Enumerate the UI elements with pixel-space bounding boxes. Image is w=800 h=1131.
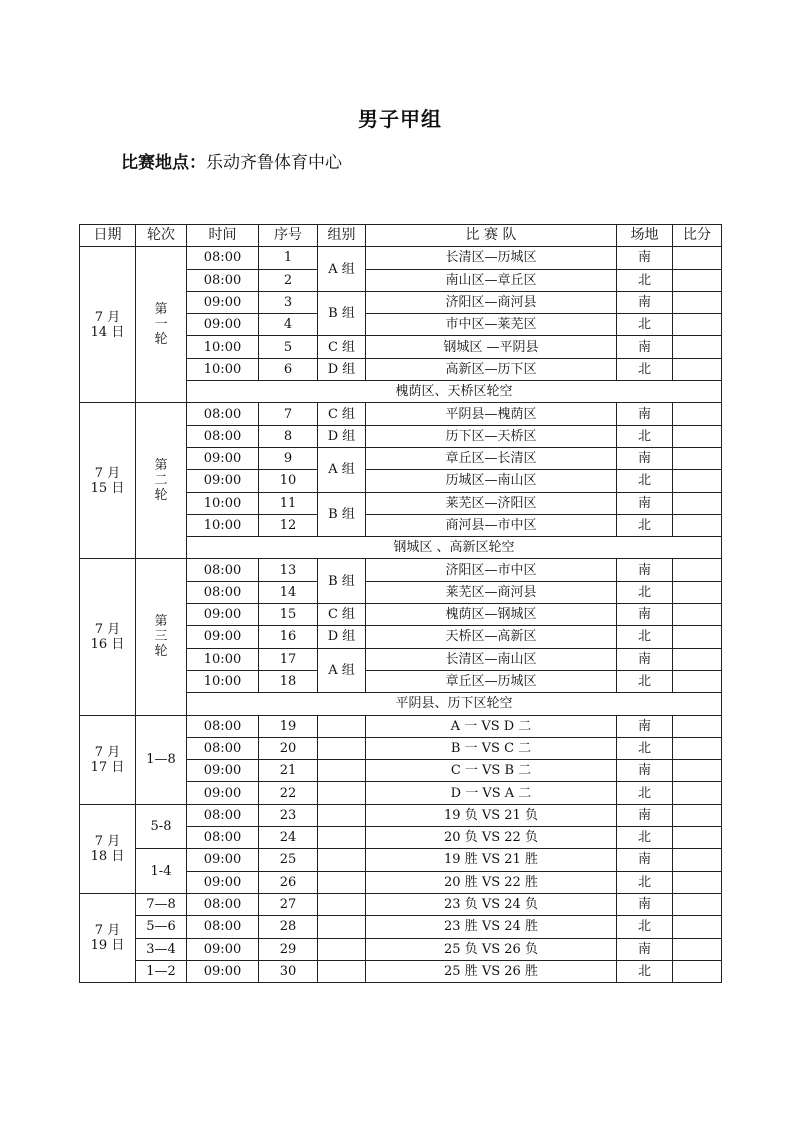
no-cell: 22 [259,782,318,804]
score-cell [673,760,722,782]
time-cell: 10:00 [187,514,259,536]
teams-cell: 市中区—莱芜区 [366,314,617,336]
court-cell: 北 [617,782,673,804]
no-cell: 27 [259,893,318,915]
no-cell: 17 [259,648,318,670]
court-cell: 北 [617,581,673,603]
time-cell: 09:00 [187,782,259,804]
time-cell: 08:00 [187,804,259,826]
no-cell: 30 [259,960,318,982]
header-time: 时间 [187,225,259,247]
time-cell: 09:00 [187,626,259,648]
round-cell: 3—4 [136,938,187,960]
page-title: 男子甲组 [358,107,442,131]
teams-cell: 历下区—天桥区 [366,425,617,447]
court-cell: 南 [617,604,673,626]
teams-cell: 钢城区 —平阴县 [366,336,617,358]
court-cell: 北 [617,358,673,380]
time-cell: 09:00 [187,291,259,313]
teams-cell: 长清区—历城区 [366,247,617,269]
round-cell: 第 二 轮 [136,403,187,559]
table-row [80,916,722,938]
time-cell: 10:00 [187,336,259,358]
time-cell: 08:00 [187,893,259,915]
score-cell [673,737,722,759]
court-cell: 南 [617,559,673,581]
court-cell: 北 [617,514,673,536]
date-cell: 7 月 15 日 [80,403,136,559]
teams-cell: 25 负 VS 26 负 [366,938,617,960]
table-row [80,938,722,960]
round-cell: 1—8 [136,715,187,804]
group-cell [318,960,366,982]
court-cell: 南 [617,938,673,960]
group-cell: D 组 [318,425,366,447]
date-cell: 7 月 18 日 [80,804,136,893]
no-cell: 25 [259,849,318,871]
table-row [80,715,722,737]
round-cell: 1—2 [136,960,187,982]
header-teams: 比 赛 队 [366,225,617,247]
no-cell: 26 [259,871,318,893]
court-cell: 北 [617,871,673,893]
score-cell [673,827,722,849]
no-cell: 16 [259,626,318,648]
round-cell: 1-4 [136,849,187,894]
group-cell: B 组 [318,492,366,537]
time-cell: 09:00 [187,314,259,336]
score-cell [673,960,722,982]
no-cell: 2 [259,269,318,291]
score-cell [673,916,722,938]
no-cell: 5 [259,336,318,358]
score-cell [673,559,722,581]
court-cell: 北 [617,827,673,849]
court-cell: 北 [617,737,673,759]
score-cell [673,291,722,313]
teams-cell: 25 胜 VS 26 胜 [366,960,617,982]
group-cell [318,715,366,737]
teams-cell: D 一 VS A 二 [366,782,617,804]
teams-cell: 天桥区—高新区 [366,626,617,648]
round-cell: 第 一 轮 [136,247,187,403]
date-cell: 7 月 16 日 [80,559,136,715]
teams-cell: 高新区—历下区 [366,358,617,380]
score-cell [673,893,722,915]
header-court: 场地 [617,225,673,247]
group-cell [318,782,366,804]
group-cell [318,938,366,960]
teams-cell: 20 胜 VS 22 胜 [366,871,617,893]
time-cell: 09:00 [187,470,259,492]
venue-label: 比赛地点： [121,153,206,173]
time-cell: 08:00 [187,916,259,938]
round-cell: 5—6 [136,916,187,938]
teams-cell: 南山区—章丘区 [366,269,617,291]
header-group: 组别 [318,225,366,247]
no-cell: 15 [259,604,318,626]
court-cell: 南 [617,715,673,737]
teams-cell: 莱芜区—商河县 [366,581,617,603]
teams-cell: B 一 VS C 二 [366,737,617,759]
no-cell: 12 [259,514,318,536]
court-cell: 南 [617,760,673,782]
court-cell: 北 [617,670,673,692]
venue-value: 乐动齐鲁体育中心 [206,153,342,173]
court-cell: 北 [617,916,673,938]
date-cell: 7 月 19 日 [80,893,136,982]
score-cell [673,849,722,871]
round-cell: 7—8 [136,893,187,915]
group-cell: A 组 [318,447,366,492]
score-cell [673,269,722,291]
date-cell: 7 月 14 日 [80,247,136,403]
court-cell: 北 [617,314,673,336]
group-cell [318,916,366,938]
header-date: 日期 [80,225,136,247]
score-cell [673,604,722,626]
header-score: 比分 [673,225,722,247]
time-cell: 08:00 [187,827,259,849]
table-row [80,849,722,871]
no-cell: 9 [259,447,318,469]
score-cell [673,938,722,960]
table-row [80,804,722,826]
no-cell: 21 [259,760,318,782]
bye-cell: 槐荫区、天桥区轮空 [187,381,722,403]
teams-cell: C 一 VS B 二 [366,760,617,782]
court-cell: 南 [617,403,673,425]
no-cell: 24 [259,827,318,849]
court-cell: 南 [617,492,673,514]
court-cell: 南 [617,291,673,313]
teams-cell: 20 负 VS 22 负 [366,827,617,849]
court-cell: 北 [617,425,673,447]
no-cell: 28 [259,916,318,938]
group-cell [318,737,366,759]
court-cell: 北 [617,470,673,492]
teams-cell: 槐荫区—钢城区 [366,604,617,626]
teams-cell: 长清区—南山区 [366,648,617,670]
score-cell [673,626,722,648]
court-cell: 南 [617,804,673,826]
group-cell [318,871,366,893]
bye-cell: 钢城区 、高新区轮空 [187,537,722,559]
score-cell [673,782,722,804]
time-cell: 09:00 [187,960,259,982]
score-cell [673,314,722,336]
teams-cell: 历城区—南山区 [366,470,617,492]
score-cell [673,247,722,269]
group-cell: D 组 [318,358,366,380]
court-cell: 南 [617,447,673,469]
no-cell: 6 [259,358,318,380]
time-cell: 10:00 [187,648,259,670]
header-row [80,225,722,247]
score-cell [673,358,722,380]
group-cell: B 组 [318,559,366,604]
score-cell [673,492,722,514]
time-cell: 09:00 [187,871,259,893]
time-cell: 10:00 [187,358,259,380]
table-row [80,960,722,982]
no-cell: 11 [259,492,318,514]
score-cell [673,425,722,447]
teams-cell: 章丘区—历城区 [366,670,617,692]
score-cell [673,447,722,469]
group-cell: D 组 [318,626,366,648]
score-cell [673,715,722,737]
court-cell: 南 [617,849,673,871]
teams-cell: 23 胜 VS 24 胜 [366,916,617,938]
no-cell: 19 [259,715,318,737]
group-cell: C 组 [318,336,366,358]
no-cell: 23 [259,804,318,826]
schedule-table [79,224,722,983]
round-cell: 5-8 [136,804,187,849]
score-cell [673,804,722,826]
teams-cell: A 一 VS D 二 [366,715,617,737]
teams-cell: 商河县—市中区 [366,514,617,536]
table-row [80,247,722,269]
no-cell: 10 [259,470,318,492]
no-cell: 13 [259,559,318,581]
score-cell [673,581,722,603]
group-cell [318,804,366,826]
no-cell: 8 [259,425,318,447]
teams-cell: 23 负 VS 24 负 [366,893,617,915]
court-cell: 南 [617,247,673,269]
time-cell: 10:00 [187,670,259,692]
table-row [80,403,722,425]
time-cell: 08:00 [187,581,259,603]
group-cell [318,827,366,849]
score-cell [673,670,722,692]
score-cell [673,470,722,492]
time-cell: 09:00 [187,849,259,871]
teams-cell: 济阳区—商河县 [366,291,617,313]
score-cell [673,514,722,536]
teams-cell: 平阴县—槐荫区 [366,403,617,425]
score-cell [673,648,722,670]
score-cell [673,871,722,893]
teams-cell: 19 负 VS 21 负 [366,804,617,826]
score-cell [673,403,722,425]
header-no: 序号 [259,225,318,247]
time-cell: 08:00 [187,559,259,581]
time-cell: 09:00 [187,447,259,469]
group-cell: B 组 [318,291,366,336]
time-cell: 10:00 [187,492,259,514]
venue-line [121,148,342,173]
group-cell: C 组 [318,403,366,425]
time-cell: 08:00 [187,425,259,447]
group-cell [318,849,366,871]
time-cell: 08:00 [187,247,259,269]
court-cell: 北 [617,269,673,291]
teams-cell: 19 胜 VS 21 胜 [366,849,617,871]
time-cell: 09:00 [187,938,259,960]
time-cell: 08:00 [187,403,259,425]
teams-cell: 莱芜区—济阳区 [366,492,617,514]
no-cell: 20 [259,737,318,759]
round-cell: 第 三 轮 [136,559,187,715]
time-cell: 08:00 [187,715,259,737]
score-cell [673,336,722,358]
group-cell: A 组 [318,648,366,693]
time-cell: 08:00 [187,737,259,759]
teams-cell: 济阳区—市中区 [366,559,617,581]
group-cell [318,893,366,915]
court-cell: 南 [617,648,673,670]
group-cell: C 组 [318,604,366,626]
court-cell: 北 [617,960,673,982]
time-cell: 08:00 [187,269,259,291]
time-cell: 09:00 [187,760,259,782]
court-cell: 南 [617,893,673,915]
group-cell: A 组 [318,247,366,292]
table-row [80,893,722,915]
group-cell [318,760,366,782]
date-cell: 7 月 17 日 [80,715,136,804]
no-cell: 7 [259,403,318,425]
teams-cell: 章丘区—长清区 [366,447,617,469]
header-round: 轮次 [136,225,187,247]
no-cell: 4 [259,314,318,336]
table-row [80,559,722,581]
no-cell: 14 [259,581,318,603]
no-cell: 1 [259,247,318,269]
court-cell: 南 [617,336,673,358]
court-cell: 北 [617,626,673,648]
no-cell: 3 [259,291,318,313]
bye-cell: 平阴县、历下区轮空 [187,693,722,715]
no-cell: 18 [259,670,318,692]
time-cell: 09:00 [187,604,259,626]
no-cell: 29 [259,938,318,960]
